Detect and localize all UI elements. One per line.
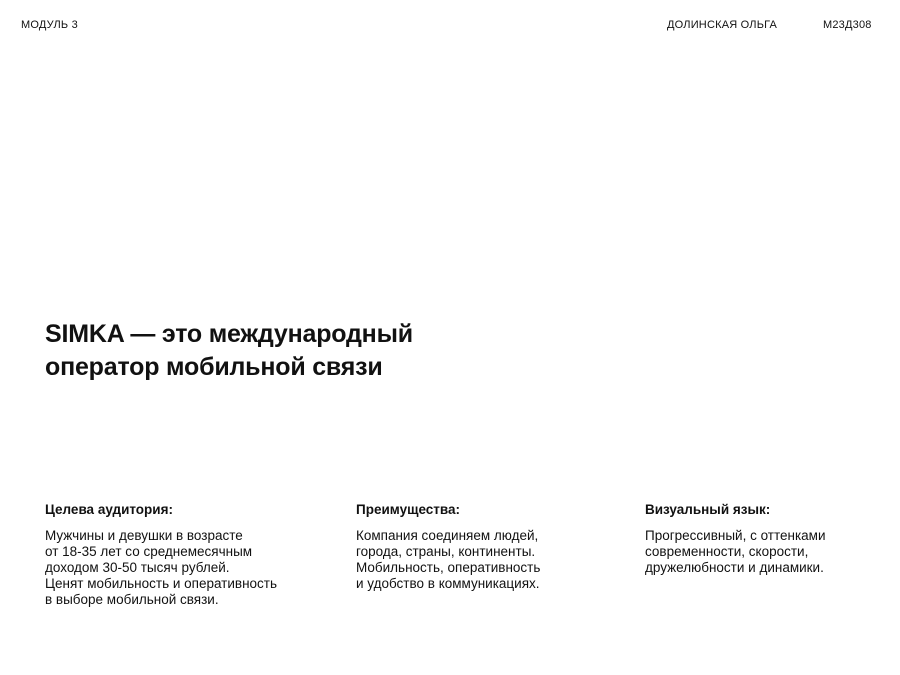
text-line: доходом 30-50 тысяч рублей. xyxy=(45,560,230,575)
text-line: Прогрессивный, с оттенками xyxy=(645,528,826,543)
text-line: Ценят мобильность и оперативность xyxy=(45,576,278,591)
headline xyxy=(45,318,413,384)
text-line: в выборе мобильной связи. xyxy=(45,592,219,607)
text-line: города, страны, континенты. xyxy=(356,544,536,559)
audience-text xyxy=(45,528,315,608)
module-label: МОДУЛЬ 3 xyxy=(21,19,78,31)
advantages-title: Преимущества: xyxy=(356,502,461,517)
visual-language-title: Визуальный язык: xyxy=(645,502,771,517)
visual-language-section xyxy=(645,501,885,576)
text-line: и удобство в коммуникациях. xyxy=(356,576,540,591)
headline-line: оператор мобильной связи xyxy=(45,353,383,381)
group-code: M23Д308 xyxy=(823,19,872,31)
audience-title: Целева аудитория: xyxy=(45,502,173,517)
text-line: современности, скорости, xyxy=(645,544,809,559)
text-line: Мужчины и девушки в возрасте xyxy=(45,528,243,543)
text-line: Компания соединяем людей, xyxy=(356,528,539,543)
text-line: Мобильность, оперативность xyxy=(356,560,541,575)
visual-language-text xyxy=(645,528,885,576)
advantages-text xyxy=(356,528,626,592)
author-name: ДОЛИНСКАЯ ОЛЬГА xyxy=(667,19,778,31)
advantages-section xyxy=(356,501,626,592)
headline-line: SIMKA — это международный xyxy=(45,320,413,348)
audience-section xyxy=(45,501,315,608)
text-line: дружелюбности и динамики. xyxy=(645,560,824,575)
text-line: от 18-35 лет со среднемесячным xyxy=(45,544,253,559)
